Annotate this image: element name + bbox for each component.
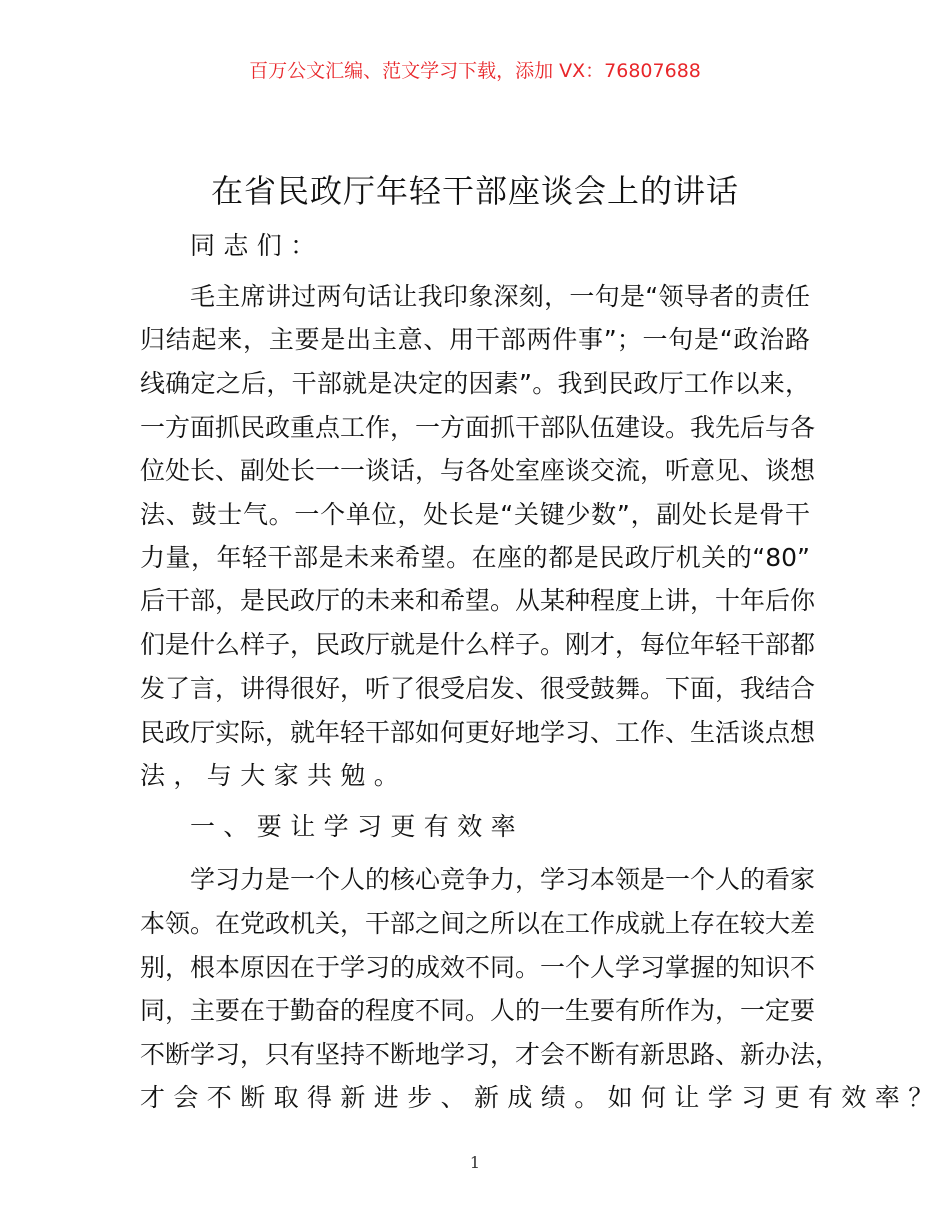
text-line: 民政厅实际，就年轻干部如何更好地学习、工作、生活谈点想 <box>140 718 816 747</box>
text-line: 学习力是一个人的核心竞争力，学习本领是一个人的看家 <box>190 865 816 894</box>
salutation: 同志们： <box>190 231 324 260</box>
text-line: 法，与大家共勉。 <box>140 761 408 790</box>
text-line: 本领。在党政机关，干部之间之所以在工作成就上存在较大差 <box>140 909 816 938</box>
text-line: 毛主席讲过两句话让我印象深刻，一句是“领导者的责任 <box>190 282 810 311</box>
document-title: 在省民政厅年轻干部座谈会上的讲话 <box>210 172 739 210</box>
text-line: 力量，年轻干部是未来希望。在座的都是民政厅机关的“80” <box>140 543 810 572</box>
watermark-header: 百万公文汇编、范文学习下载，添加 VX：76807688 <box>249 60 701 82</box>
section-heading: 一、要让学习更有效率 <box>190 812 525 841</box>
text-line: 归结起来，主要是出主意、用干部两件事”；一句是“政治路 <box>140 325 810 354</box>
text-line: 不断学习，只有坚持不断地学习，才会不断有新思路、新办法， <box>140 1040 841 1069</box>
text-line: 位处长、副处长一一谈话，与各处室座谈交流，听意见、谈想 <box>140 456 816 485</box>
text-line: 法、鼓士气。一个单位，处长是“关键少数”，副处长是骨干 <box>140 500 810 529</box>
text-line: 们是什么样子，民政厅就是什么样子。刚才，每位年轻干部都 <box>140 630 816 659</box>
text-line: 别，根本原因在于学习的成效不同。一个人学习掌握的知识不 <box>140 953 816 982</box>
text-line: 才会不断取得新进步、新成绩。如何让学习更有效率？ <box>140 1083 942 1112</box>
text-line: 一方面抓民政重点工作，一方面抓干部队伍建设。我先后与各 <box>140 413 816 442</box>
text-line: 同，主要在于勤奋的程度不同。人的一生要有所作为，一定要 <box>140 996 816 1025</box>
page-number: 1 <box>469 1153 481 1172</box>
text-line: 线确定之后，干部就是决定的因素”。我到民政厅工作以来， <box>140 369 810 398</box>
text-line: 后干部，是民政厅的未来和希望。从某种程度上讲，十年后你 <box>140 586 816 615</box>
text-line: 发了言，讲得很好，听了很受启发、很受鼓舞。下面，我结合 <box>140 674 816 703</box>
